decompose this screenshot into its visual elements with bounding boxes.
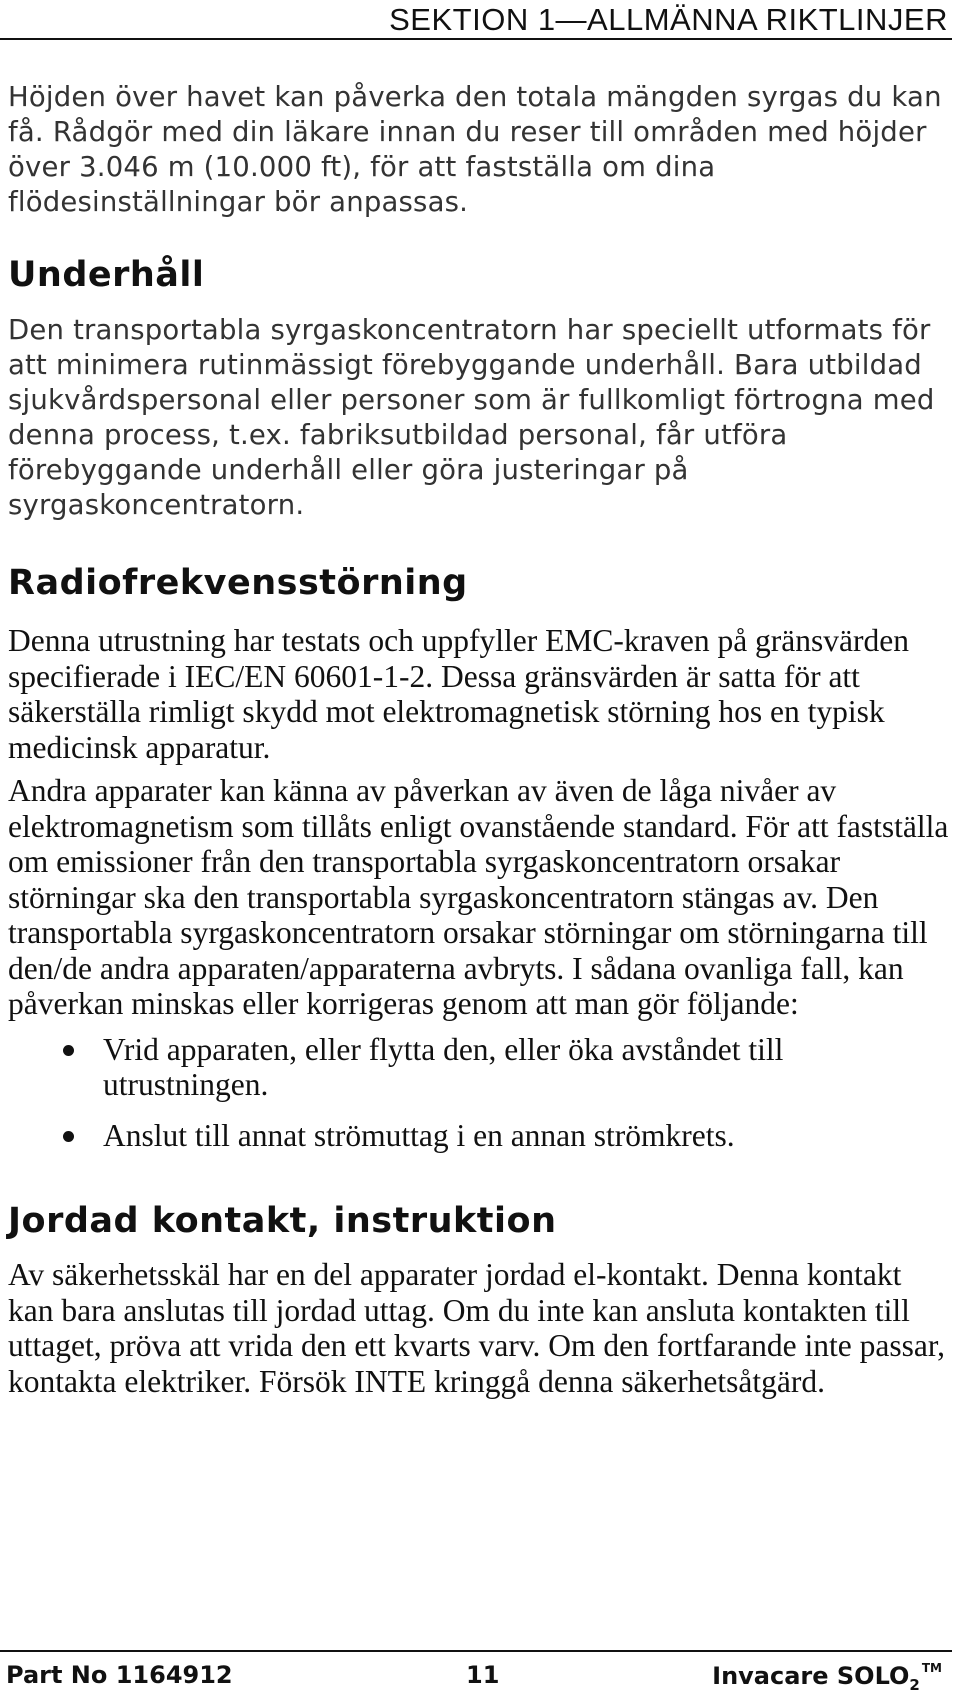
bullet-icon: [63, 1131, 74, 1142]
page-content: [8, 80, 953, 1399]
page-header: [0, 0, 952, 40]
radio-interference-heading: Radiofrekvensstörning: [8, 563, 468, 603]
maintenance-heading: Underhåll: [8, 255, 205, 295]
page-footer: [0, 1650, 952, 1692]
radio-paragraph-1: Denna utrustning har testats och uppfyller EMC-kraven på gränsvärden specifierade i IEC/EN 60601-1-2. Dessa gränsvärden är satta för att säkerställa rimligt skydd mot elektromagnetisk störning hos en typisk medicinsk apparatur.: [8, 623, 909, 765]
trademark-symbol: TM: [921, 1661, 942, 1675]
remedy-list: [8, 1032, 953, 1154]
list-item-text: Anslut till annat strömuttag i en annan strömkrets.: [103, 1117, 735, 1153]
list-item: [8, 1118, 953, 1154]
list-item: [8, 1032, 953, 1103]
part-number: Part No 1164912: [6, 1661, 233, 1689]
radio-paragraph-2: Andra apparater kan känna av påverkan av även de låga nivåer av elektromagnetism som tillåts enligt ovanstående standard. För att fastställa om emissioner från den transportabla syrgaskoncentratorn orsakar störningar ska den transportabla syrgaskoncentratorn stängas av. Den transportabla syrgaskoncentratorn orsakar störningar om störningarna till den/de andra apparaten/apparaterna avbryts. I sådana ovanliga fall, kan påverkan minskas eller korrigeras genom att man gör följande:: [8, 773, 949, 1021]
page-number: 11: [466, 1661, 500, 1689]
maintenance-paragraph: Den transportabla syrgaskoncentratorn har speciellt utformats för att minimera rutinmässigt förebyggande underhåll. Bara utbildad sjukvårdspersonal eller personer som är fullkomligt förtrogna med denna process, t.ex. fabriksutbildad personal, får utföra förebyggande underhåll eller göra justeringar på syrgaskoncentratorn.: [8, 314, 935, 521]
grounded-plug-paragraph: Av säkerhetsskäl har en del apparater jordad el-kontakt. Denna kontakt kan bara anslutas till jordad uttag. Om du inte kan ansluta kontakten till uttaget, pröva att vrida den ett kvarts varv. Om den fortfarande inte passar, kontakta elektriker. Försök INTE kringgå denna säkerhetsåtgärd.: [8, 1257, 945, 1399]
product-name-text: Invacare SOLO: [712, 1662, 910, 1690]
section-title: SEKTION 1—ALLMÄNNA RIKTLINJER: [389, 2, 948, 37]
list-item-text: Vrid apparaten, eller flytta den, eller öka avståndet till utrustningen.: [103, 1031, 784, 1102]
bullet-icon: [63, 1045, 74, 1056]
product-name: [712, 1661, 942, 1694]
product-subscript: 2: [909, 1676, 920, 1694]
altitude-paragraph: Höjden över havet kan påverka den totala mängden syrgas du kan få. Rådgör med din läkare innan du reser till områden med höjder över 3.046 m (10.000 ft), för att fastställa om dina flödesinställningar bör anpassas.: [8, 81, 942, 218]
grounded-plug-heading: Jordad kontakt, instruktion: [8, 1201, 557, 1241]
